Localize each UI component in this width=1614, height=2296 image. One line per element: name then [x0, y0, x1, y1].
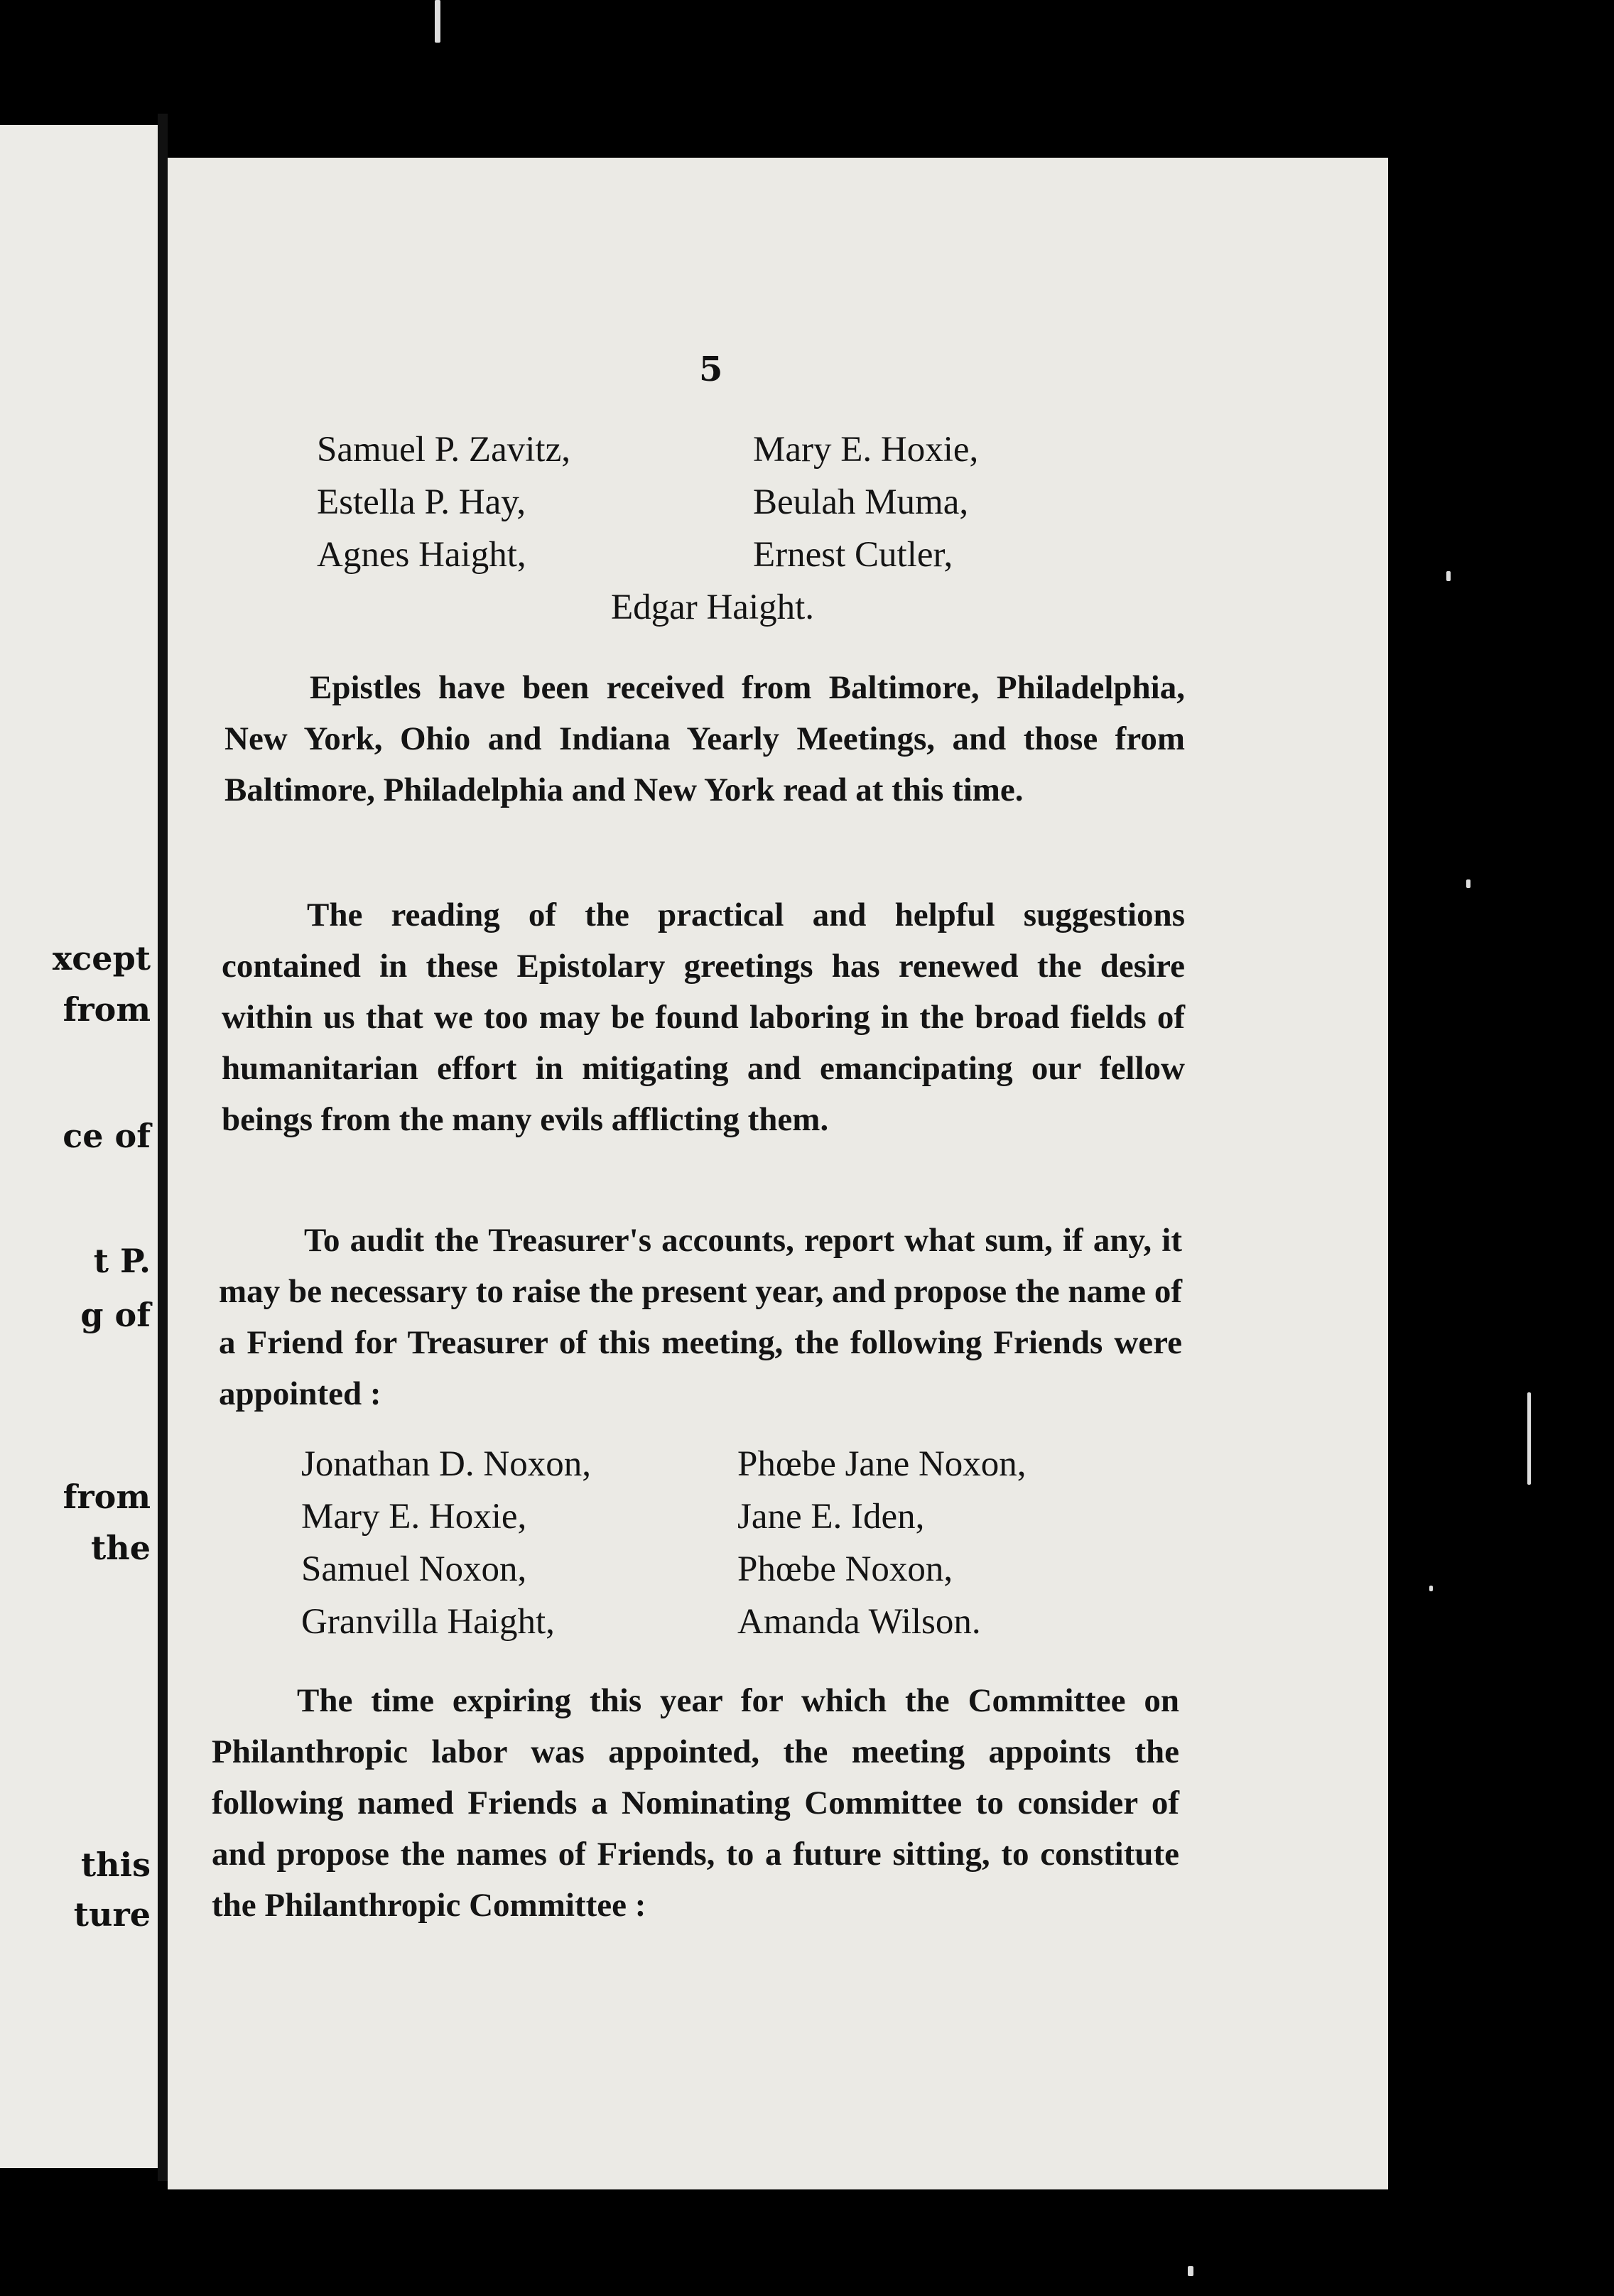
scan-artifact [435, 0, 440, 43]
name-entry: Jane E. Iden, [737, 1497, 925, 1537]
name-entry: Phœbe Noxon, [737, 1549, 953, 1589]
name-entry: Agnes Haight, [317, 535, 526, 575]
name-entry: Estella P. Hay, [317, 482, 526, 522]
name-list-auditors [301, 1441, 1135, 1645]
left-fragment-text: ture [73, 1895, 151, 1934]
left-fragment-text: this [80, 1846, 151, 1884]
name-entry: Samuel P. Zavitz, [317, 430, 570, 470]
paragraph-nominating: The time expiring this year for which the Committee on Philanthropic labor was appointed, the meeting appoints the following named Friends a Nominating Committee to consider of and propose the names of Friends, to a future sitting, to constitute the Philanthropic Committee : [212, 1682, 1179, 1924]
page-number: 5 [699, 350, 723, 389]
scan-artifact [1188, 2266, 1193, 2276]
scan-artifact [1527, 1392, 1531, 1485]
name-entry: Beulah Muma, [753, 482, 969, 522]
name-entry: Granvilla Haight, [301, 1602, 555, 1642]
left-fragment-text: ce of [63, 1117, 151, 1155]
scan-artifact [1446, 571, 1451, 581]
scan-artifact [1466, 879, 1471, 888]
name-entry: Ernest Cutler, [753, 535, 953, 575]
name-entry: Jonathan D. Noxon, [301, 1444, 591, 1484]
previous-page-fragment [0, 125, 158, 2168]
paragraph-audit: To audit the Treasurer's accounts, report what sum, if any, it may be necessary to raise the present year, and propose the name of a Friend for Treasurer of this meeting, the following Friends were appointed : [219, 1222, 1182, 1412]
paragraph-reading: The reading of the practical and helpful suggestions contained in these Epistolary greetings has renewed the desire within us that we too may be found laboring in the broad fields of humanitarian effort in mitigating and emancipating our fellow beings from the many evils afflicting them. [222, 897, 1185, 1138]
left-fragment-text: the [91, 1529, 151, 1567]
left-fragment-text: xcept [52, 939, 151, 978]
left-fragment-text: from [63, 1478, 151, 1516]
name-entry: Amanda Wilson. [737, 1602, 981, 1642]
name-entry: Mary E. Hoxie, [301, 1497, 527, 1537]
name-entry: Samuel Noxon, [301, 1549, 527, 1589]
left-fragment-text: g of [80, 1296, 151, 1334]
name-entry: Phœbe Jane Noxon, [737, 1444, 1027, 1484]
name-list-top [317, 426, 1151, 631]
left-fragment-text: t P. [93, 1242, 151, 1280]
paragraph-epistles: Epistles have been received from Baltimore, Philadelphia, New York, Ohio and Indiana Yearly Meetings, and those from Baltimore, Philadelphia and New York read at this time. [224, 669, 1185, 808]
left-fragment-text: from [63, 990, 151, 1029]
name-entry: Edgar Haight. [610, 587, 815, 627]
page-gutter [158, 114, 168, 2181]
document-page [168, 158, 1388, 2189]
name-entry: Mary E. Hoxie, [753, 430, 979, 470]
scan-artifact [1429, 1586, 1433, 1591]
